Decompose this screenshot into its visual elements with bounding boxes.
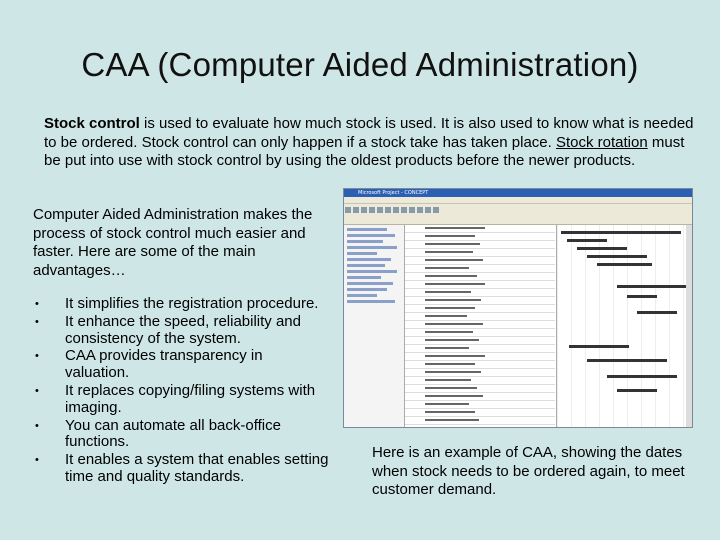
screenshot-task-grid [405, 225, 555, 427]
list-item-text: It replaces copying/filing systems with imaging. [65, 381, 316, 416]
screenshot-toolbar [344, 204, 692, 225]
list-item-text: CAA provides transparency in valuation. [65, 347, 263, 382]
screenshot-caption: Here is an example of CAA, showing the dates when stock needs to be ordered again, to meet customer demand. [372, 444, 685, 498]
list-item-text: It enables a system that enables setting time and quality standards. [65, 451, 329, 485]
intro-text-2: must be put into use with stock control by using the oldest products before the newer products. [44, 133, 685, 169]
screenshot-scrollbar [686, 225, 692, 427]
screenshot-gantt-chart [556, 225, 692, 427]
stock-rotation-link[interactable]: Stock rotation [555, 133, 648, 151]
advantages-list [30, 296, 330, 487]
bullet-icon: • [35, 298, 39, 310]
list-item [30, 296, 330, 313]
bullet-icon: • [35, 350, 39, 363]
intro-paragraph [44, 115, 694, 171]
screenshot-side-pane [344, 225, 405, 427]
list-item [30, 418, 330, 452]
list-item [30, 348, 330, 382]
list-item-text: It enhance the speed, reliability and consistency of the system. [65, 312, 301, 347]
intro-text-1: is used to evaluate how much stock is used. It is also used to know what is needed to be ordered. Stock control can only happen if a stock take has taken place. [44, 115, 694, 151]
stock-control-term: Stock control [44, 115, 140, 132]
list-item-text: You can automate all back-office functions. [65, 416, 281, 451]
list-item [30, 383, 330, 417]
bullet-icon: • [35, 419, 39, 432]
slide-title: CAA (Computer Aided Administration) [81, 46, 639, 83]
list-item-text: It simplifies the registration procedure. [65, 295, 319, 312]
list-item [30, 452, 330, 486]
list-item [30, 314, 330, 348]
screenshot-menubar [344, 197, 692, 204]
screenshot-window-title: Microsoft Project - CONCEPT [344, 189, 692, 197]
bullet-icon: • [35, 454, 39, 467]
project-screenshot-image [343, 188, 693, 428]
bullet-icon: • [35, 384, 39, 397]
bullet-icon: • [35, 315, 39, 328]
advantages-lead: Computer Aided Administration makes the process of stock control much easier and faster. Here are some of the main advantages… [33, 206, 313, 279]
